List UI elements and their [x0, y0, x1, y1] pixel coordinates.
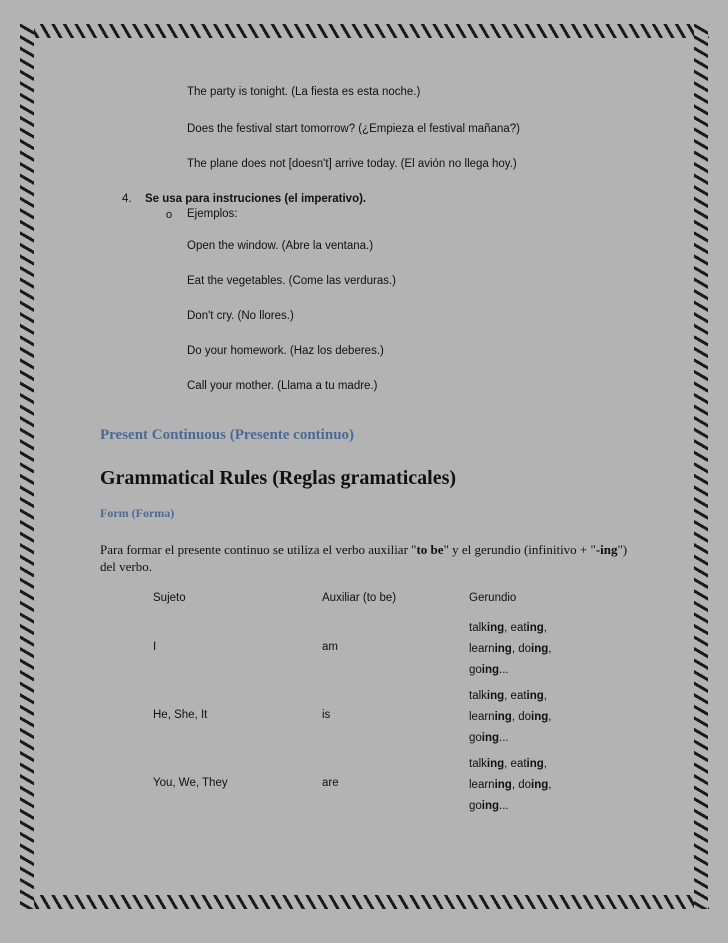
page-border-top: [20, 24, 710, 38]
page-border-left: [20, 24, 34, 909]
table-cell-gerund: talking, eating, learning, doing, going...: [469, 622, 552, 676]
example-line: The party is tonight. (La fiesta es esta noche.): [187, 86, 421, 98]
table-cell-subject: He, She, It: [153, 709, 208, 721]
form-title: Form (Forma): [100, 506, 175, 520]
bullet-icon: o: [166, 209, 173, 221]
example-line: Call your mother. (Llama a tu madre.): [187, 380, 378, 392]
table-cell-gerund: talking, eating, learning, doing, going...: [469, 758, 552, 812]
table-header: Auxiliar (to be): [322, 592, 397, 604]
table-cell-subject: I: [153, 641, 157, 653]
example-line: Does the festival start tomorrow? (¿Empieza el festival mañana?): [187, 123, 520, 135]
example-line: Open the window. (Abre la ventana.): [187, 240, 374, 252]
example-line: Do your homework. (Haz los deberes.): [187, 345, 384, 357]
table-cell-gerund: talking, eating, learning, doing, going...: [469, 690, 552, 744]
examples-subhead: Ejemplos:: [187, 208, 238, 220]
section-title: Present Continuous (Presente continuo): [100, 427, 355, 443]
table-header: Sujeto: [153, 592, 186, 604]
example-line: Eat the vegetables. (Come las verduras.): [187, 275, 397, 287]
table-cell-subject: You, We, They: [153, 777, 228, 789]
table-cell-aux: is: [322, 709, 331, 721]
list-number: 4.: [122, 193, 132, 205]
example-line: Don't cry. (No llores.): [187, 310, 294, 322]
form-paragraph: Para formar el presente continuo se utiliza el verbo auxiliar "to be" y el gerundio (infinitivo + "-ing") del verbo.: [100, 542, 628, 574]
list-item-text: Se usa para instruciones (el imperativo).: [145, 193, 367, 205]
table-header: Gerundio: [469, 592, 517, 604]
page-border-bottom: [20, 895, 710, 909]
example-line: The plane does not [doesn't] arrive today. (El avión no llega hoy.): [187, 158, 517, 170]
page-border-right: [694, 24, 708, 909]
rules-title: Grammatical Rules (Reglas gramaticales): [100, 467, 457, 489]
table-cell-aux: am: [322, 641, 338, 653]
table-cell-aux: are: [322, 777, 339, 789]
